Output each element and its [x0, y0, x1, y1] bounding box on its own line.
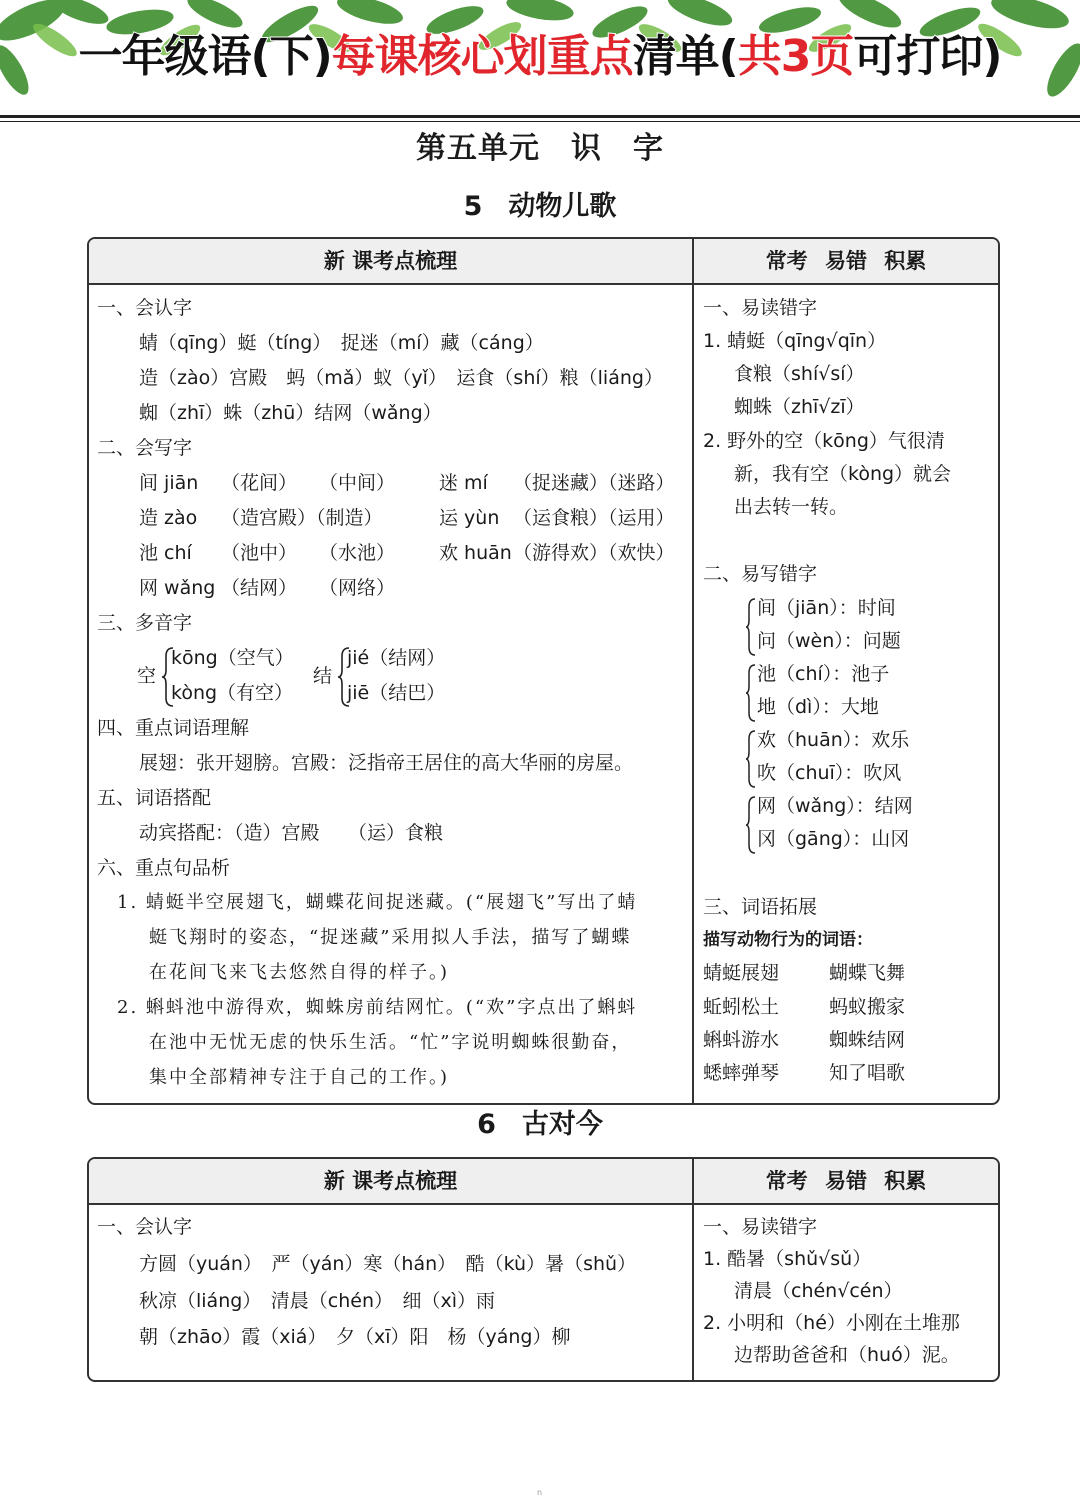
word-cell: 间 jiān	[139, 472, 199, 494]
right-column-header: 常考 易错 积累	[765, 249, 927, 273]
confusable-word: 池（chí）：池子	[757, 663, 890, 685]
banner-title-part: 共3页	[737, 31, 854, 82]
word-item: 蚂蚁搬家	[829, 996, 906, 1018]
text-line: 边帮助爸爸和（huó）泥。	[734, 1344, 960, 1366]
word-cell: （捉迷藏）（迷路）	[513, 472, 675, 494]
text-line: 1. 酷暑（shǔ√sǔ）	[703, 1248, 872, 1270]
word-cell: 池 chí	[139, 542, 192, 564]
banner-title-part: 一年级语(下)	[78, 31, 332, 82]
left-column-header: 新 课考点梳理	[323, 249, 458, 273]
polyphone-reading: kòng（有空）	[171, 682, 294, 704]
brace-icon	[745, 795, 757, 855]
text-line: 清晨（chén√cén）	[734, 1280, 903, 1302]
right-column-header: 常考 易错 积累	[765, 1169, 927, 1193]
word-cell: （水池）	[319, 542, 396, 564]
word-cell: （网络）	[319, 577, 396, 599]
text-line: 秋凉（liáng） 清晨（chén） 细（xì）雨	[139, 1290, 496, 1312]
confusable-word: 冈（gāng）：山冈	[757, 828, 910, 850]
lesson-number: 6	[477, 1109, 496, 1140]
section-title: 六、重点句品析	[97, 857, 231, 879]
word-cell: （游得欢）（欢快）	[513, 542, 675, 564]
word-cell: （造宫殿）（制造）	[221, 507, 383, 529]
lesson-number: 5	[463, 191, 483, 222]
word-item: 蚯蚓松土	[703, 996, 780, 1018]
word-cell: （结网）	[221, 577, 298, 599]
confusable-word: 吹（chuī）：吹风	[757, 762, 902, 784]
analysis-line: 集中全部精神专注于自己的工作。)	[149, 1067, 450, 1088]
lesson-name: 动物儿歌	[508, 191, 617, 222]
confusable-word: 间（jiān）：时间	[757, 597, 896, 619]
table-header	[89, 1159, 998, 1205]
divider	[0, 115, 1080, 118]
word-cell: 网 wǎng	[139, 577, 216, 599]
word-item: 蜘蛛结网	[829, 1029, 906, 1051]
text-line: 朝（zhāo）霞（xiá） 夕（xī）阳 杨（yáng）柳	[139, 1326, 571, 1348]
text-line: 展翅：张开翅膀。宫殿：泛指帝王居住的高大华丽的房屋。	[139, 752, 634, 774]
banner-title-part: 每课核心划重点	[331, 31, 633, 82]
analysis-line: 在池中无忧无虑的快乐生活。“忙”字说明蜘蛛很勤奋，	[149, 1032, 632, 1053]
banner-title	[0, 30, 1080, 84]
column-divider	[692, 1159, 694, 1380]
unit-title: 第五单元 识 字	[416, 131, 664, 166]
confusable-word: 欢（huān）：欢乐	[757, 729, 910, 751]
text-line: 出去转一转。	[734, 496, 849, 518]
text-line: 1. 蜻蜓（qīng√qīn）	[703, 330, 887, 352]
text-line: 动宾搭配：（造）宫殿 （运）食粮	[139, 822, 444, 844]
section-title: 二、易写错字	[703, 563, 818, 585]
lesson-5-table	[87, 237, 1000, 1105]
text-line: 食粮（shí√sí）	[734, 363, 865, 385]
brace-icon	[745, 597, 757, 657]
lesson-6-table	[87, 1157, 1000, 1382]
confusable-word: 问（wèn）：问题	[757, 630, 901, 652]
column-divider	[692, 239, 694, 1103]
word-item: 知了唱歌	[829, 1062, 906, 1084]
confusable-word: 网（wǎng）：结网	[757, 795, 913, 817]
polyphone-reading: jié（结网）	[347, 647, 446, 669]
analysis-line: 蜓飞翔时的姿态，“捉迷藏”采用拟人手法，描写了蝴蝶	[149, 927, 632, 948]
lesson-6-title	[0, 1106, 1080, 1144]
header-banner	[0, 0, 1080, 118]
analysis-line: 1. 蜻蜓半空展翅飞，蝴蝶花间捉迷藏。(“展翅飞”写出了蜻	[117, 892, 638, 913]
polyphone-reading: jiē（结巴）	[347, 682, 446, 704]
banner-title-part: 清单(	[632, 31, 738, 82]
text-line: 新，我有空（kòng）就会	[734, 463, 952, 485]
word-cell: （运食粮）（运用）	[513, 507, 675, 529]
text-line: 蜘（zhī）蛛（zhū）结网（wǎng）	[139, 402, 442, 424]
word-cell: （花间）	[221, 472, 298, 494]
analysis-line: 在花间飞来飞去悠然自得的样子。)	[149, 962, 450, 983]
section-title: 三、词语拓展	[703, 896, 818, 918]
section-title: 一、会认字	[97, 1216, 193, 1238]
word-item: 蝴蝶飞舞	[829, 962, 906, 984]
word-cell: 造 zào	[139, 507, 198, 529]
brace-icon	[745, 729, 757, 789]
section-title: 四、重点词语理解	[97, 717, 250, 739]
word-item: 蜻蜓展翅	[703, 962, 780, 984]
polyphone-char: 空	[137, 665, 157, 687]
section-title: 一、易读错字	[703, 1216, 818, 1238]
divider	[0, 121, 1080, 122]
text-line: 方圆（yuán） 严（yán）寒（hán） 酷（kù）暑（shǔ）	[139, 1253, 637, 1275]
table-header	[89, 239, 998, 285]
left-column-header: 新 课考点梳理	[323, 1169, 458, 1193]
section-title: 一、易读错字	[703, 297, 818, 319]
footer-mark: n	[537, 1488, 543, 1497]
section-title: 二、会写字	[97, 437, 193, 459]
analysis-line: 2. 蝌蚪池中游得欢，蜘蛛房前结网忙。(“欢”字点出了蝌蚪	[117, 997, 638, 1018]
word-item: 蝌蚪游水	[703, 1029, 780, 1051]
text-line: 2. 野外的空（kōng）气很清	[703, 430, 945, 452]
text-line: 蜻（qīng）蜓（tíng） 捉迷（mí）藏（cáng）	[139, 332, 544, 354]
subsection-title: 描写动物行为的词语：	[703, 930, 873, 950]
polyphone-reading: kōng（空气）	[171, 647, 294, 669]
confusable-word: 地（dì）：大地	[757, 696, 879, 718]
text-line: 蜘蛛（zhī√zī）	[734, 396, 865, 418]
polyphone-char: 结	[313, 665, 333, 687]
word-cell: （中间）	[319, 472, 396, 494]
section-title: 三、多音字	[97, 612, 193, 634]
word-cell: （池中）	[221, 542, 298, 564]
lesson-5-title	[0, 188, 1080, 226]
text-line: 2. 小明和（hé）小刚在土堆那	[703, 1312, 960, 1334]
word-cell: 欢 huān	[439, 542, 512, 564]
word-cell: 运 yùn	[439, 507, 500, 529]
section-title: 一、会认字	[97, 297, 193, 319]
word-item: 蟋蟀弹琴	[703, 1062, 780, 1084]
brace-icon	[745, 663, 757, 723]
banner-title-part: 可打印)	[853, 31, 1002, 82]
section-title: 五、词语搭配	[97, 787, 212, 809]
text-line: 造（zào）宫殿 蚂（mǎ）蚁（yǐ） 运食（shí）粮（liáng）	[139, 367, 663, 389]
word-cell: 迷 mí	[439, 472, 488, 494]
lesson-name: 古对今	[521, 1109, 603, 1140]
